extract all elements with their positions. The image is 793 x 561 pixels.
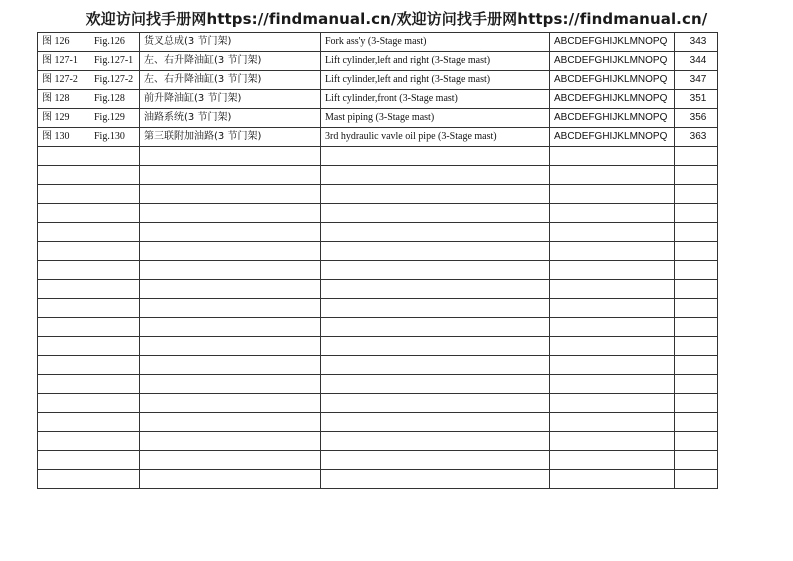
figure-number-cell: 图 127-1 Fig.127-1 xyxy=(38,52,140,71)
empty-cell xyxy=(38,299,140,318)
name-en-cell: 3rd hydraulic vavle oil pipe (3-Stage mast) xyxy=(321,128,550,147)
empty-cell xyxy=(550,223,675,242)
empty-cell xyxy=(140,337,321,356)
empty-cell xyxy=(321,204,550,223)
page-number-cell: 363 xyxy=(675,128,718,147)
empty-cell xyxy=(140,185,321,204)
empty-cell xyxy=(675,147,718,166)
empty-cell xyxy=(140,470,321,489)
empty-cell xyxy=(675,242,718,261)
figure-index-table xyxy=(37,32,718,489)
empty-cell xyxy=(321,261,550,280)
empty-cell xyxy=(550,413,675,432)
empty-cell xyxy=(140,242,321,261)
empty-cell xyxy=(550,242,675,261)
empty-table-row xyxy=(38,223,718,242)
empty-table-row xyxy=(38,394,718,413)
empty-cell xyxy=(550,204,675,223)
empty-cell xyxy=(675,337,718,356)
empty-cell xyxy=(675,280,718,299)
empty-table-row xyxy=(38,318,718,337)
empty-cell xyxy=(550,337,675,356)
empty-cell xyxy=(550,470,675,489)
empty-cell xyxy=(675,299,718,318)
empty-cell xyxy=(321,470,550,489)
name-cn-cell: 第三联附加油路(3 节门架) xyxy=(140,128,321,147)
empty-cell xyxy=(675,166,718,185)
empty-cell xyxy=(38,242,140,261)
page-number-cell: 344 xyxy=(675,52,718,71)
empty-cell xyxy=(38,318,140,337)
empty-table-row xyxy=(38,204,718,223)
name-cn-cell: 左、右升降油缸(3 节门架) xyxy=(140,71,321,90)
empty-cell xyxy=(140,375,321,394)
name-en-cell: Mast piping (3-Stage mast) xyxy=(321,109,550,128)
empty-cell xyxy=(321,223,550,242)
table-row xyxy=(38,128,718,147)
name-cn-cell: 左、右升降油缸(3 节门架) xyxy=(140,52,321,71)
empty-cell xyxy=(321,432,550,451)
empty-cell xyxy=(550,147,675,166)
empty-cell xyxy=(140,318,321,337)
empty-cell xyxy=(38,147,140,166)
page-number-cell: 343 xyxy=(675,33,718,52)
empty-cell xyxy=(675,204,718,223)
empty-cell xyxy=(550,280,675,299)
empty-cell xyxy=(321,375,550,394)
empty-table-row xyxy=(38,451,718,470)
empty-cell xyxy=(675,185,718,204)
empty-cell xyxy=(38,337,140,356)
empty-cell xyxy=(550,185,675,204)
empty-cell xyxy=(321,147,550,166)
table-row xyxy=(38,90,718,109)
empty-cell xyxy=(550,261,675,280)
empty-cell xyxy=(675,375,718,394)
name-cn-cell: 货叉总成(3 节门架) xyxy=(140,33,321,52)
empty-cell xyxy=(38,413,140,432)
empty-cell xyxy=(38,432,140,451)
empty-cell xyxy=(140,147,321,166)
empty-cell xyxy=(321,318,550,337)
letters-cell: ABCDEFGHIJKLMNOPQ xyxy=(550,33,675,52)
figure-number-cell: 图 126 Fig.126 xyxy=(38,33,140,52)
empty-cell xyxy=(321,356,550,375)
empty-cell xyxy=(140,166,321,185)
empty-cell xyxy=(38,356,140,375)
empty-cell xyxy=(140,432,321,451)
figure-number-cell: 图 128 Fig.128 xyxy=(38,90,140,109)
empty-table-row xyxy=(38,147,718,166)
table-row xyxy=(38,71,718,90)
letters-cell: ABCDEFGHIJKLMNOPQ xyxy=(550,109,675,128)
empty-cell xyxy=(38,280,140,299)
table-row xyxy=(38,52,718,71)
empty-cell xyxy=(675,394,718,413)
name-en-cell: Lift cylinder,left and right (3-Stage mast) xyxy=(321,71,550,90)
empty-cell xyxy=(321,280,550,299)
letters-cell: ABCDEFGHIJKLMNOPQ xyxy=(550,128,675,147)
empty-cell xyxy=(38,261,140,280)
letters-cell: ABCDEFGHIJKLMNOPQ xyxy=(550,71,675,90)
empty-cell xyxy=(321,413,550,432)
empty-table-row xyxy=(38,470,718,489)
empty-table-row xyxy=(38,375,718,394)
empty-cell xyxy=(140,261,321,280)
empty-table-row xyxy=(38,356,718,375)
empty-cell xyxy=(140,299,321,318)
empty-table-row xyxy=(38,242,718,261)
page-number-cell: 347 xyxy=(675,71,718,90)
letters-cell: ABCDEFGHIJKLMNOPQ xyxy=(550,52,675,71)
empty-cell xyxy=(38,166,140,185)
empty-table-row xyxy=(38,280,718,299)
empty-cell xyxy=(38,394,140,413)
empty-cell xyxy=(550,432,675,451)
empty-cell xyxy=(140,394,321,413)
empty-cell xyxy=(550,356,675,375)
empty-cell xyxy=(675,432,718,451)
empty-cell xyxy=(38,375,140,394)
empty-table-row xyxy=(38,185,718,204)
empty-cell xyxy=(38,204,140,223)
name-en-cell: Lift cylinder,left and right (3-Stage mast) xyxy=(321,52,550,71)
empty-cell xyxy=(321,166,550,185)
figure-number-cell: 图 129 Fig.129 xyxy=(38,109,140,128)
empty-table-row xyxy=(38,166,718,185)
empty-cell xyxy=(550,299,675,318)
empty-table-row xyxy=(38,337,718,356)
empty-cell xyxy=(38,451,140,470)
empty-cell xyxy=(675,451,718,470)
table-row xyxy=(38,33,718,52)
empty-cell xyxy=(550,375,675,394)
empty-cell xyxy=(321,242,550,261)
empty-table-row xyxy=(38,299,718,318)
name-cn-cell: 油路系统(3 节门架) xyxy=(140,109,321,128)
empty-cell xyxy=(140,413,321,432)
page-number-cell: 351 xyxy=(675,90,718,109)
empty-table-row xyxy=(38,432,718,451)
empty-cell xyxy=(550,318,675,337)
empty-cell xyxy=(675,413,718,432)
watermark-text: 欢迎访问找手册网https://findmanual.cn/欢迎访问找手册网https://findmanual.cn/ xyxy=(85,10,708,28)
name-en-cell: Lift cylinder,front (3-Stage mast) xyxy=(321,90,550,109)
empty-table-row xyxy=(38,261,718,280)
empty-cell xyxy=(38,223,140,242)
empty-cell xyxy=(140,280,321,299)
empty-cell xyxy=(550,451,675,470)
letters-cell: ABCDEFGHIJKLMNOPQ xyxy=(550,90,675,109)
empty-cell xyxy=(675,356,718,375)
empty-cell xyxy=(675,223,718,242)
empty-cell xyxy=(140,223,321,242)
empty-cell xyxy=(140,204,321,223)
empty-cell xyxy=(140,451,321,470)
empty-cell xyxy=(321,337,550,356)
empty-table-row xyxy=(38,413,718,432)
name-en-cell: Fork ass'y (3-Stage mast) xyxy=(321,33,550,52)
empty-cell xyxy=(550,166,675,185)
figure-number-cell: 图 127-2 Fig.127-2 xyxy=(38,71,140,90)
empty-cell xyxy=(675,261,718,280)
name-cn-cell: 前升降油缸(3 节门架) xyxy=(140,90,321,109)
table-row xyxy=(38,109,718,128)
empty-cell xyxy=(38,185,140,204)
page-number-cell: 356 xyxy=(675,109,718,128)
empty-cell xyxy=(675,470,718,489)
empty-cell xyxy=(140,356,321,375)
figure-number-cell: 图 130 Fig.130 xyxy=(38,128,140,147)
empty-cell xyxy=(321,185,550,204)
empty-cell xyxy=(321,451,550,470)
empty-cell xyxy=(675,318,718,337)
empty-cell xyxy=(321,299,550,318)
empty-cell xyxy=(38,470,140,489)
empty-cell xyxy=(321,394,550,413)
empty-cell xyxy=(550,394,675,413)
